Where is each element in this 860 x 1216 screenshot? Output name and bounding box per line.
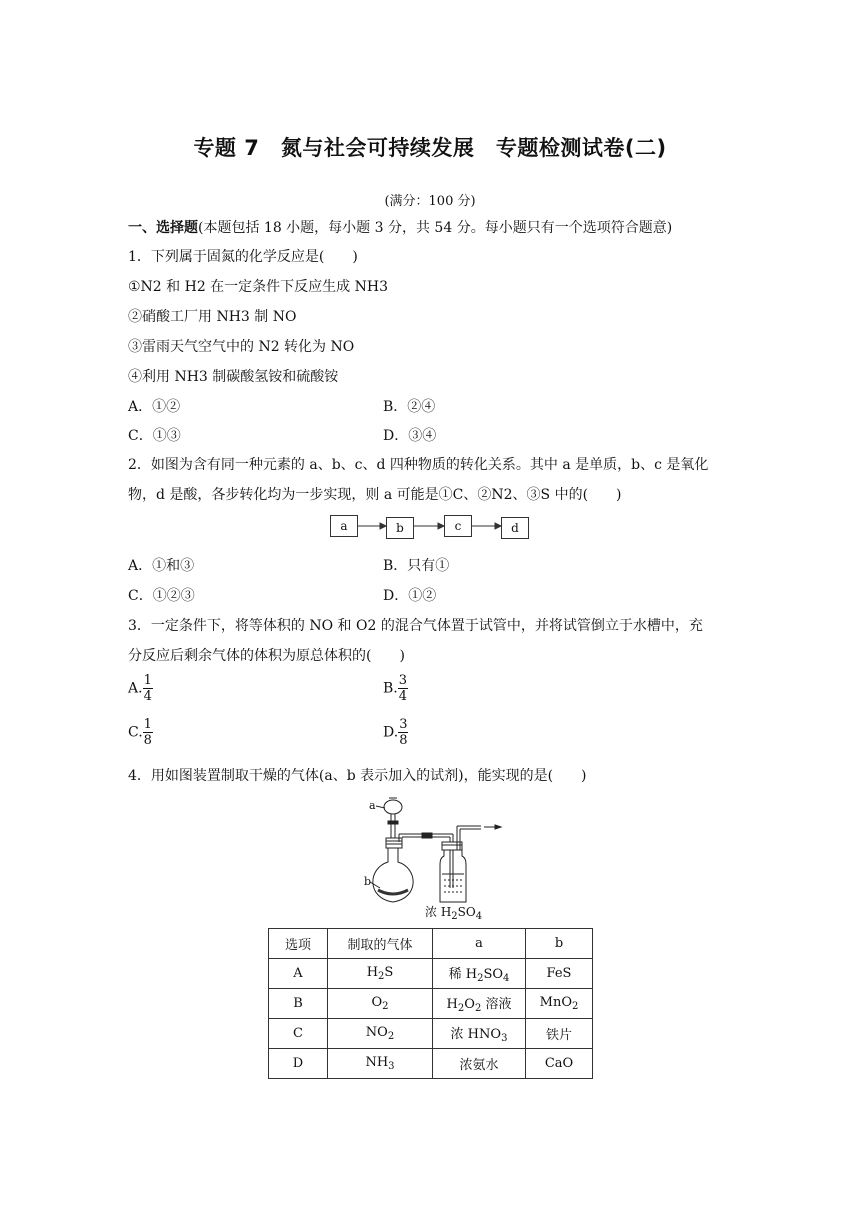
q2-option-c[interactable]: C．①②③ (128, 588, 195, 604)
table-cell: $H_2S$ (328, 959, 433, 989)
table-header-cell: 制取的气体 (328, 929, 433, 959)
table-row (269, 1019, 593, 1049)
q3-stem-line1: 3．一定条件下，将等体积的 NO 和 O2 的混合气体置于试管中，并将试管倒立于水槽中，充 (128, 618, 703, 634)
fraction-denominator: 4 (398, 689, 408, 704)
table-cell: 浓 $HNO_3$ (433, 1019, 526, 1049)
table-cell: $H_2O_2$ 溶液 (433, 989, 526, 1019)
option-letter: B. (383, 680, 398, 697)
table-cell: 浓氨水 (433, 1049, 526, 1079)
section-head: 一、选择题 (128, 220, 198, 236)
q2-stem-line1: 2．如图为含有同一种元素的 a、b、c、d 四种物质的转化关系。其中 a 是单质，b、c 是氧化 (128, 457, 709, 473)
q1-option-b[interactable]: B．②④ (383, 399, 436, 415)
q3-stem-line2: 分反应后剩余气体的体积为原总体积的( ) (128, 648, 405, 664)
table-cell: 稀 $H_2SO_4$ (433, 959, 526, 989)
table-header-cell: b (526, 929, 593, 959)
table-cell: A (269, 959, 328, 989)
q1-stem: 1．下列属于固氮的化学反应是( ) (128, 249, 358, 265)
fraction-denominator: 4 (143, 689, 152, 704)
figure-caption: 浓 $H_2SO_4$ (425, 905, 483, 922)
fraction-numerator: 3 (399, 717, 408, 732)
table-cell: FeS (526, 959, 593, 989)
table-header-row (269, 929, 593, 959)
full-score: (满分：100 分) (384, 194, 476, 209)
q1-item-3: ③雷雨天气空气中的 N2 转化为 NO (128, 339, 355, 355)
table-row (269, 959, 593, 989)
table-header-cell: 选项 (269, 929, 328, 959)
table-header-cell: a (433, 929, 526, 959)
q2-option-b[interactable]: B．只有① (383, 558, 450, 574)
q3-option-c[interactable] (128, 717, 153, 748)
option-letter: D. (383, 724, 399, 741)
section-desc: (本题包括 18 小题，每小题 3 分，共 54 分。每小题只有一个选项符合题意) (198, 220, 673, 236)
q2-stem-line2: 物，d 是酸，各步转化均为一步实现，则 a 可能是①C、②N2、③S 中的( ) (128, 487, 622, 503)
option-letter: A. (128, 680, 143, 697)
table-cell: $NO_2$ (328, 1019, 433, 1049)
table-row (269, 1049, 593, 1079)
table-cell: C (269, 1019, 328, 1049)
table-cell: $O_2$ (328, 989, 433, 1019)
table-row (269, 989, 593, 1019)
table-cell: B (269, 989, 328, 1019)
q1-item-2: ②硝酸工厂用 NH3 制 NO (128, 309, 297, 325)
label-a: a (369, 799, 376, 812)
table-cell: $NH_3$ (328, 1049, 433, 1079)
q1-option-c[interactable]: C．①③ (128, 428, 181, 444)
flow-box-d: d (501, 517, 529, 539)
page-title: 专题 7 氮与社会可持续发展 专题检测试卷(二) (193, 136, 667, 160)
table-cell: 铁片 (526, 1019, 593, 1049)
label-b: b (364, 875, 372, 888)
q3-option-d[interactable] (383, 717, 408, 748)
fraction-denominator: 8 (399, 733, 408, 748)
option-letter: C. (128, 724, 143, 741)
flow-arrows (0, 0, 860, 560)
flow-box-c: c (444, 515, 472, 537)
q3-option-a[interactable] (128, 673, 153, 704)
q3-option-b[interactable] (383, 673, 408, 704)
fraction-numerator: 1 (143, 717, 152, 732)
fraction-numerator: 1 (143, 673, 152, 688)
table-cell: CaO (526, 1049, 593, 1079)
q1-item-1: ①N2 和 H2 在一定条件下反应生成 NH3 (128, 279, 388, 295)
q2-option-d[interactable]: D．①② (383, 588, 437, 604)
fraction-numerator: 3 (398, 673, 408, 688)
flow-box-b: b (386, 517, 414, 539)
q4-stem: 4．用如图装置制取干燥的气体(a、b 表示加入的试剂)，能实现的是( ) (128, 768, 587, 784)
fraction-denominator: 8 (143, 733, 152, 748)
table-cell: MnO$_2$ (526, 989, 593, 1019)
flow-box-a: a (330, 515, 358, 537)
q2-option-a[interactable]: A．①和③ (128, 558, 195, 574)
q1-option-a[interactable]: A．①② (128, 399, 181, 415)
table-cell: D (269, 1049, 328, 1079)
q1-item-4: ④利用 NH3 制碳酸氢铵和硫酸铵 (128, 369, 339, 385)
q1-option-d[interactable]: D．③④ (383, 428, 437, 444)
q4-options-table (268, 928, 593, 1079)
